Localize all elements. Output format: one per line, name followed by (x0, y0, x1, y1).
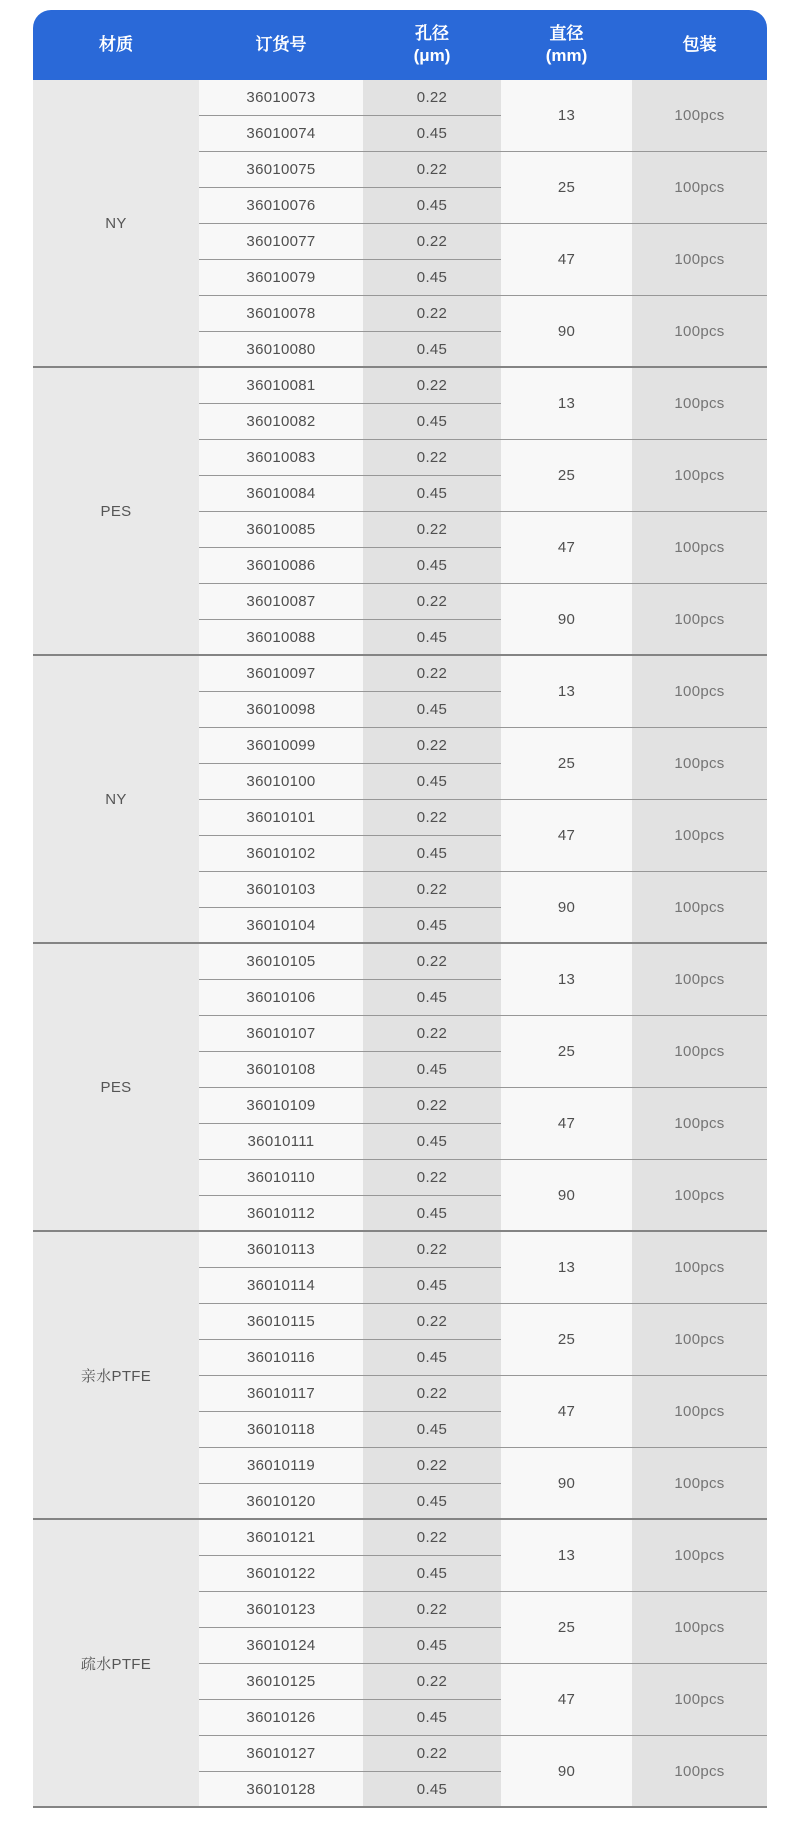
pore-size-cell: 0.22 (363, 512, 501, 548)
order-number-cell: 36010111 (199, 1124, 363, 1160)
col-header-pore-size (363, 10, 501, 80)
pore-size-cell: 0.45 (363, 1628, 501, 1664)
pore-size-cell: 0.45 (363, 1700, 501, 1736)
order-number-cell: 36010097 (199, 656, 363, 692)
pore-size-cell: 0.45 (363, 1052, 501, 1088)
order-number-cell: 36010119 (199, 1448, 363, 1484)
order-number-cell: 36010075 (199, 152, 363, 188)
diameter-cell: 25 (501, 1016, 632, 1088)
pore-size-cell: 0.45 (363, 1124, 501, 1160)
order-number-cell: 36010100 (199, 764, 363, 800)
pack-cell: 100pcs (632, 512, 767, 584)
material-cell: PES (33, 944, 199, 1232)
pack-cell: 100pcs (632, 296, 767, 368)
diameter-cell: 90 (501, 1160, 632, 1232)
pack-cell: 100pcs (632, 944, 767, 1016)
material-cell: NY (33, 80, 199, 368)
pore-size-cell: 0.22 (363, 800, 501, 836)
pore-size-cell: 0.22 (363, 944, 501, 980)
pack-cell: 100pcs (632, 1232, 767, 1304)
diameter-cell: 13 (501, 944, 632, 1016)
table-row (33, 656, 767, 692)
order-number-cell: 36010107 (199, 1016, 363, 1052)
pack-cell: 100pcs (632, 656, 767, 728)
pack-cell: 100pcs (632, 728, 767, 800)
pore-size-cell: 0.45 (363, 1196, 501, 1232)
order-number-cell: 36010122 (199, 1556, 363, 1592)
pack-cell: 100pcs (632, 1736, 767, 1808)
pore-size-cell: 0.22 (363, 1520, 501, 1556)
order-number-cell: 36010121 (199, 1520, 363, 1556)
table-row (33, 80, 767, 116)
pack-cell: 100pcs (632, 1160, 767, 1232)
table-row (33, 1232, 767, 1268)
product-spec-table (33, 10, 767, 1808)
pack-cell: 100pcs (632, 440, 767, 512)
pore-size-cell: 0.45 (363, 1340, 501, 1376)
order-number-cell: 36010112 (199, 1196, 363, 1232)
pack-cell: 100pcs (632, 1592, 767, 1664)
pack-cell: 100pcs (632, 1520, 767, 1592)
pore-size-cell: 0.22 (363, 1448, 501, 1484)
order-number-cell: 36010113 (199, 1232, 363, 1268)
col-header-pore-size-label: 孔径 (415, 24, 449, 43)
order-number-cell: 36010126 (199, 1700, 363, 1736)
pack-cell: 100pcs (632, 152, 767, 224)
col-header-pore-size-unit: (μm) (413, 46, 451, 65)
order-number-cell: 36010084 (199, 476, 363, 512)
pore-size-cell: 0.22 (363, 296, 501, 332)
order-number-cell: 36010125 (199, 1664, 363, 1700)
pore-size-cell: 0.22 (363, 1376, 501, 1412)
order-number-cell: 36010083 (199, 440, 363, 476)
order-number-cell: 36010114 (199, 1268, 363, 1304)
pack-cell: 100pcs (632, 1304, 767, 1376)
order-number-cell: 36010106 (199, 980, 363, 1016)
pore-size-cell: 0.45 (363, 1484, 501, 1520)
pack-cell: 100pcs (632, 584, 767, 656)
pore-size-cell: 0.22 (363, 584, 501, 620)
order-number-cell: 36010120 (199, 1484, 363, 1520)
diameter-cell: 47 (501, 1088, 632, 1160)
pore-size-cell: 0.22 (363, 872, 501, 908)
order-number-cell: 36010073 (199, 80, 363, 116)
pack-cell: 100pcs (632, 1664, 767, 1736)
material-cell: PES (33, 368, 199, 656)
pore-size-cell: 0.22 (363, 1088, 501, 1124)
diameter-cell: 90 (501, 1736, 632, 1808)
col-header-package (632, 10, 767, 80)
pore-size-cell: 0.45 (363, 908, 501, 944)
col-header-material-label: 材质 (99, 35, 133, 54)
pore-size-cell: 0.45 (363, 116, 501, 152)
order-number-cell: 36010088 (199, 620, 363, 656)
pore-size-cell: 0.22 (363, 1592, 501, 1628)
pack-cell: 100pcs (632, 1088, 767, 1160)
pore-size-cell: 0.22 (363, 1304, 501, 1340)
diameter-cell: 47 (501, 512, 632, 584)
pore-size-cell: 0.22 (363, 728, 501, 764)
order-number-cell: 36010098 (199, 692, 363, 728)
order-number-cell: 36010099 (199, 728, 363, 764)
diameter-cell: 25 (501, 728, 632, 800)
pore-size-cell: 0.45 (363, 404, 501, 440)
order-number-cell: 36010087 (199, 584, 363, 620)
col-header-diameter (501, 10, 632, 80)
pore-size-cell: 0.45 (363, 332, 501, 368)
pore-size-cell: 0.45 (363, 620, 501, 656)
diameter-cell: 25 (501, 152, 632, 224)
table-header (33, 10, 767, 80)
pore-size-cell: 0.45 (363, 836, 501, 872)
pore-size-cell: 0.22 (363, 80, 501, 116)
col-header-material (33, 10, 199, 80)
order-number-cell: 36010118 (199, 1412, 363, 1448)
order-number-cell: 36010086 (199, 548, 363, 584)
col-header-package-label: 包装 (682, 35, 717, 54)
table-body (33, 80, 767, 1808)
material-cell: 亲水PTFE (33, 1232, 199, 1520)
order-number-cell: 36010127 (199, 1736, 363, 1772)
pack-cell: 100pcs (632, 872, 767, 944)
pack-cell: 100pcs (632, 1448, 767, 1520)
diameter-cell: 25 (501, 1304, 632, 1376)
pack-cell: 100pcs (632, 1376, 767, 1448)
order-number-cell: 36010074 (199, 116, 363, 152)
diameter-cell: 90 (501, 584, 632, 656)
order-number-cell: 36010128 (199, 1772, 363, 1808)
pack-cell: 100pcs (632, 224, 767, 296)
table-row (33, 1520, 767, 1556)
col-header-diameter-label: 直径 (549, 24, 584, 43)
table-row (33, 368, 767, 404)
diameter-cell: 25 (501, 440, 632, 512)
order-number-cell: 36010081 (199, 368, 363, 404)
table-row (33, 944, 767, 980)
pore-size-cell: 0.45 (363, 476, 501, 512)
diameter-cell: 13 (501, 1520, 632, 1592)
order-number-cell: 36010102 (199, 836, 363, 872)
pack-cell: 100pcs (632, 80, 767, 152)
diameter-cell: 47 (501, 224, 632, 296)
pore-size-cell: 0.22 (363, 1664, 501, 1700)
order-number-cell: 36010101 (199, 800, 363, 836)
order-number-cell: 36010076 (199, 188, 363, 224)
order-number-cell: 36010078 (199, 296, 363, 332)
pore-size-cell: 0.22 (363, 1232, 501, 1268)
diameter-cell: 13 (501, 1232, 632, 1304)
diameter-cell: 25 (501, 1592, 632, 1664)
col-header-diameter-unit: (mm) (545, 46, 588, 65)
diameter-cell: 13 (501, 368, 632, 440)
pack-cell: 100pcs (632, 800, 767, 872)
pore-size-cell: 0.45 (363, 1412, 501, 1448)
diameter-cell: 47 (501, 1664, 632, 1736)
pore-size-cell: 0.45 (363, 1556, 501, 1592)
diameter-cell: 13 (501, 80, 632, 152)
pore-size-cell: 0.22 (363, 1160, 501, 1196)
order-number-cell: 36010123 (199, 1592, 363, 1628)
pack-cell: 100pcs (632, 1016, 767, 1088)
diameter-cell: 47 (501, 1376, 632, 1448)
order-number-cell: 36010077 (199, 224, 363, 260)
order-number-cell: 36010116 (199, 1340, 363, 1376)
pore-size-cell: 0.22 (363, 368, 501, 404)
material-cell: NY (33, 656, 199, 944)
order-number-cell: 36010117 (199, 1376, 363, 1412)
pore-size-cell: 0.45 (363, 548, 501, 584)
material-cell: 疏水PTFE (33, 1520, 199, 1808)
product-spec-table-container (33, 10, 767, 1808)
order-number-cell: 36010124 (199, 1628, 363, 1664)
pore-size-cell: 0.45 (363, 980, 501, 1016)
order-number-cell: 36010103 (199, 872, 363, 908)
order-number-cell: 36010079 (199, 260, 363, 296)
pore-size-cell: 0.45 (363, 260, 501, 296)
diameter-cell: 47 (501, 800, 632, 872)
order-number-cell: 36010085 (199, 512, 363, 548)
pore-size-cell: 0.22 (363, 440, 501, 476)
col-header-order-no (199, 10, 363, 80)
pore-size-cell: 0.22 (363, 656, 501, 692)
order-number-cell: 36010110 (199, 1160, 363, 1196)
pore-size-cell: 0.45 (363, 1268, 501, 1304)
pore-size-cell: 0.45 (363, 188, 501, 224)
diameter-cell: 90 (501, 1448, 632, 1520)
order-number-cell: 36010109 (199, 1088, 363, 1124)
header-row (33, 10, 767, 80)
order-number-cell: 36010082 (199, 404, 363, 440)
order-number-cell: 36010108 (199, 1052, 363, 1088)
pore-size-cell: 0.22 (363, 224, 501, 260)
pore-size-cell: 0.22 (363, 1736, 501, 1772)
order-number-cell: 36010080 (199, 332, 363, 368)
pore-size-cell: 0.22 (363, 152, 501, 188)
diameter-cell: 13 (501, 656, 632, 728)
diameter-cell: 90 (501, 872, 632, 944)
pore-size-cell: 0.45 (363, 1772, 501, 1808)
order-number-cell: 36010104 (199, 908, 363, 944)
pack-cell: 100pcs (632, 368, 767, 440)
order-number-cell: 36010115 (199, 1304, 363, 1340)
pore-size-cell: 0.45 (363, 692, 501, 728)
pore-size-cell: 0.45 (363, 764, 501, 800)
diameter-cell: 90 (501, 296, 632, 368)
order-number-cell: 36010105 (199, 944, 363, 980)
pore-size-cell: 0.22 (363, 1016, 501, 1052)
col-header-order-no-label: 订货号 (255, 35, 307, 54)
